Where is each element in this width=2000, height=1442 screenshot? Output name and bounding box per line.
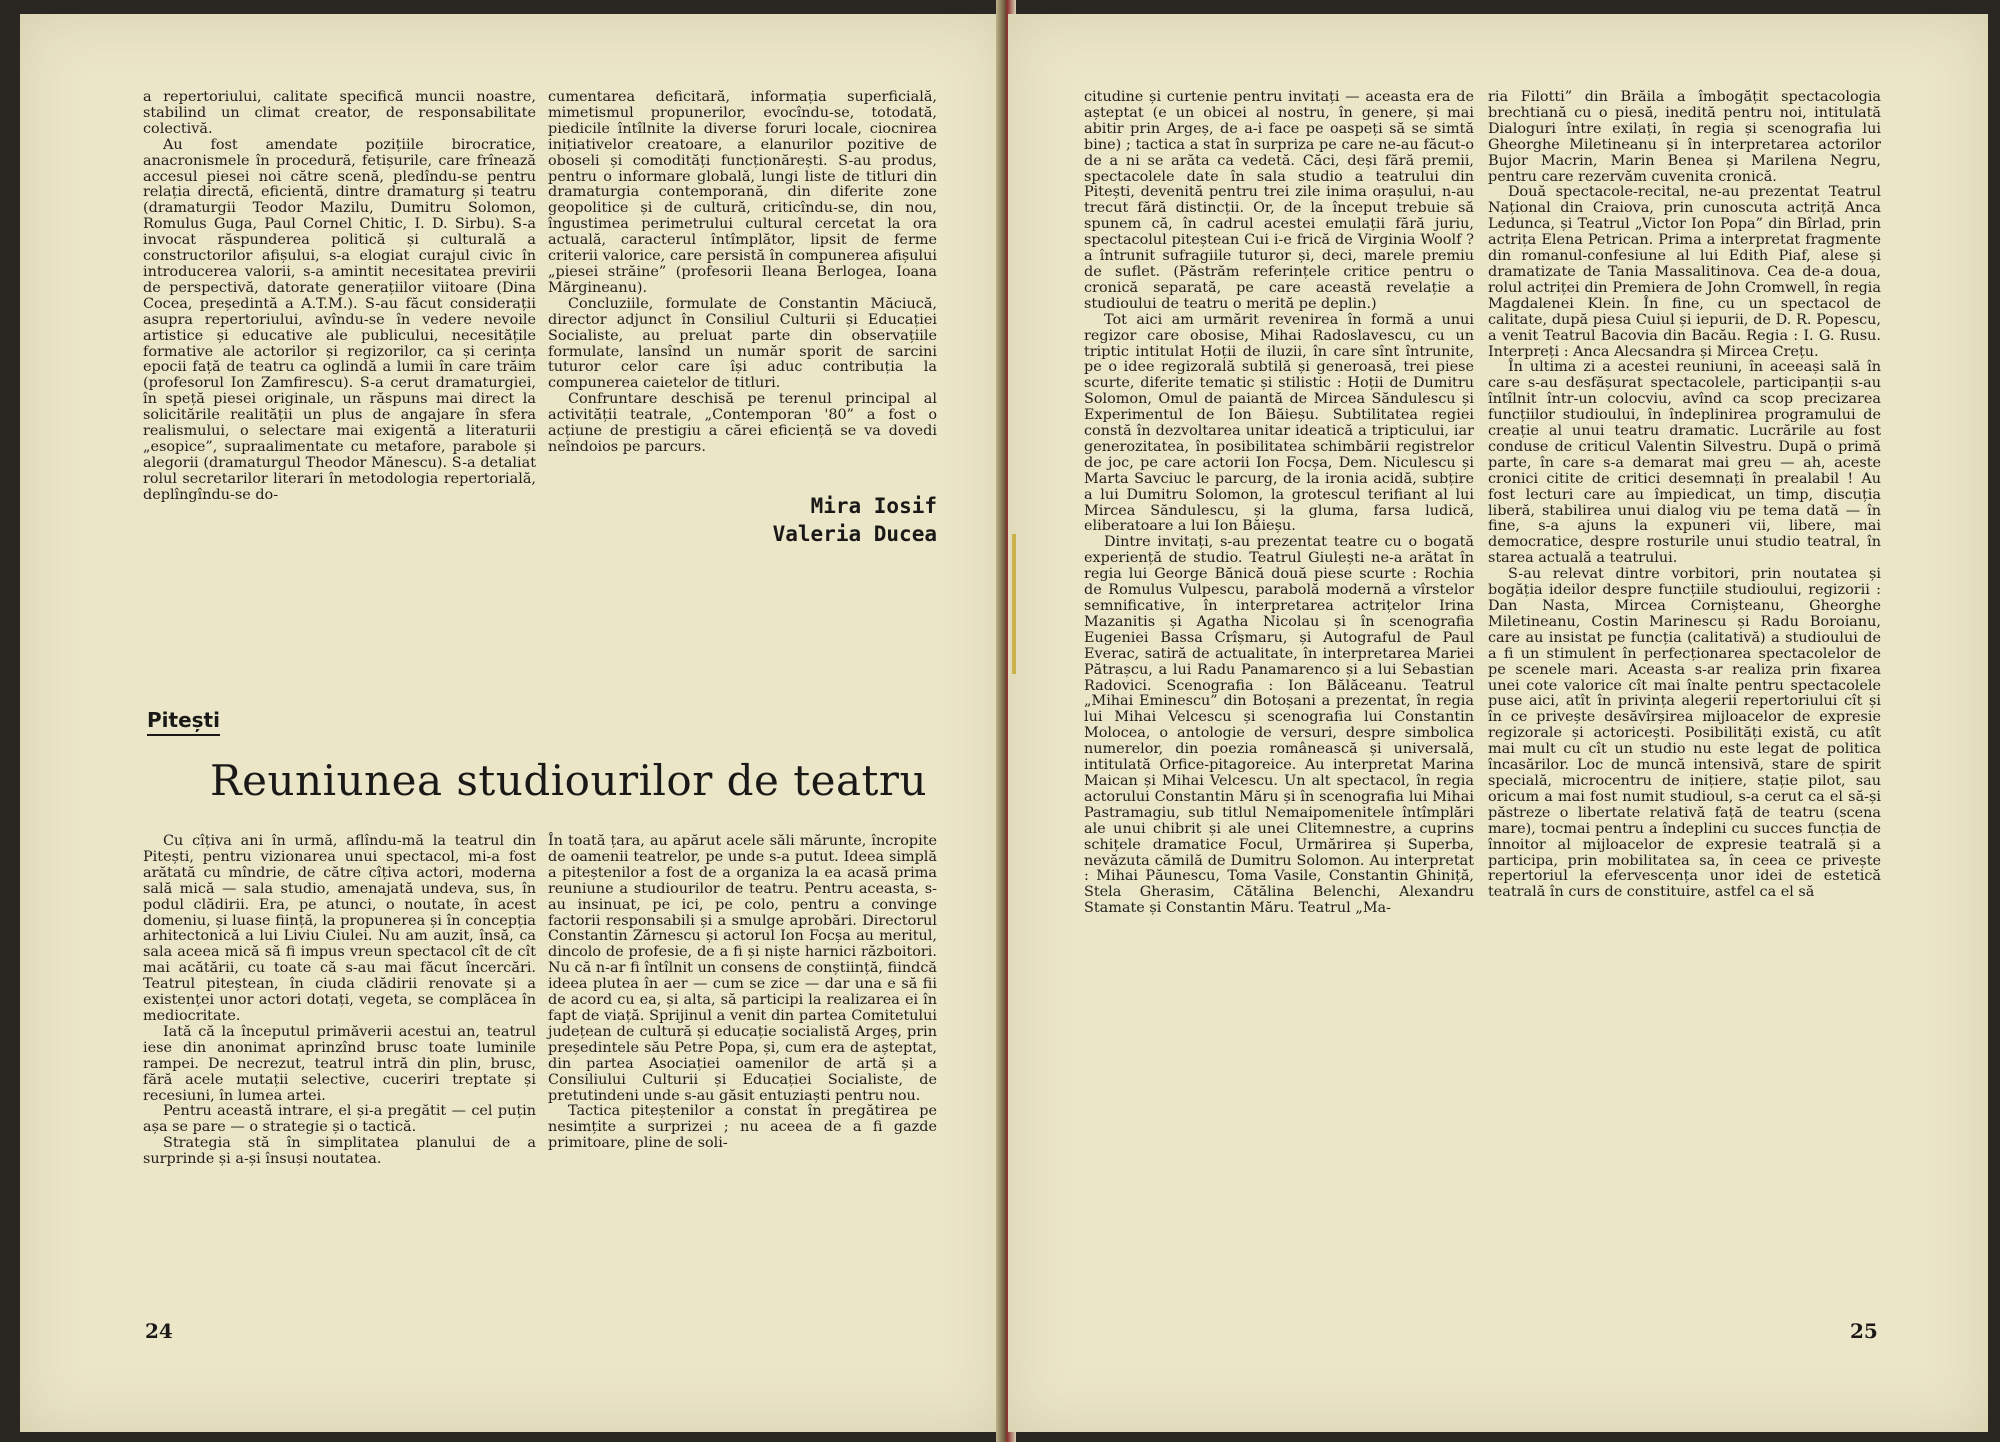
paragraph: Au fost amendate pozițiile birocratice, anacronismele în procedură, fetișurile, care frînează accesul piesei noi către scenă, pledîndu-se pentru relația directă, eficientă, dintre dramaturg și teatru (dramaturgii Teodor Mazilu, Dumitru Solomon, Romulus Guga, Paul Cornel Chitic, I. D. Sirbu). S-a invocat răspunderea politică și culturală a constructorilor afișului, s-a elogiat curajul civic în introducerea valorii, s-a amintit necesitatea previrii de perspectivă, datorate generațiilor viitoare (Dina Cocea, președintă a A.T.M.). S-au făcut considerații asupra repertoriului, avîndu-se în vedere nevoile artistice și educative ale publicului, necesitățile formative ale actorilor și regizorilor, ca și cerința epocii față de teatru ca oglindă a lumii în care trăim (profesorul Ion Zamfirescu). S-a cerut dramaturgiei, în speță piesei originale, un răspuns mai direct la solicitările realității un plus de angajare în sfera realismului, o selectare mai exigentă a literaturii „esopice”, supraalimentate cu metafore, parabole și alegorii (dramaturgul Theodor Mănescu). S-a detaliat rolul secretarilor literari în metodologia repertorială, deplîngîndu-se do-: [143, 136, 536, 503]
paragraph: Cu cîțiva ani în urmă, aflîndu-mă la teatrul din Pitești, pentru vizionarea unui spectacol, mi-a fost arătată cu mîndrie, de către cîțiva actori, moderna sală mică — sala studio, amenajată undeva, sus, în podul clădirii. Era, pe atunci, o noutate, în acest domeniu, și luase ființă, la propunerea și în concepția arhitectonică a lui Liviu Ciulei. Nu am auzit, însă, ca sala aceea mică să fi impus vreun spectacol cît de cît mai acătării, cu toate că s-au mai făcut încercări. Teatrul piteștean, în ciuda clădirii renovate și a existenței unor actori dotați, vegeta, se complăcea în mediocritate.: [143, 833, 536, 1024]
paragraph: Dintre invitați, s-au prezentat teatre cu o bogată experiență de studio. Teatrul Giulești ne-a arătat în regia lui George Bănică două piese scurte : Rochia de Romulus Vulpescu, parabolă modernă a vîrstelor semnificative, în interpretarea actrițelor Irina Mazanitis și Agatha Nicolau și în scenografia Eugeniei Bassa Crîșmaru, și Autograful de Paul Everac, satiră de actualitate, în interpretarea Mariei Pătrașcu, a lui Radu Panamarenco și a lui Sebastian Radovici. Scenografia : Ion Bălăceanu. Teatrul „Mihai Eminescu” din Botoșani a prezentat, în regia lui Mihai Velcescu și scenografia lui Constantin Molocea, o antologie de versuri, despre simbolica numerelor, din poezia românească și universală, intitulată Orfice-pitagoreice. Au interpretat Marina Maican și Mihai Velcescu. Un alt spectacol, în regia actorului Constantin Măru și în scenografia lui Mihai Pastramagiu, sub titlul Nemaipomenitele întîmplări ale unui chibrit și ale unei Clitemnestre, a cuprins schițele dramatice Focul, Urmărirea și Superba, nevăzuta cămilă de Dumitru Solomon. Au interpretat : Mihai Păunescu, Toma Vasile, Constantin Ghiniță, Stela Gherasim, Cătălina Belenchi, Alexandru Stamate și Constantin Măru. Teatrul „Ma-: [1084, 534, 1474, 917]
page-number: 24: [145, 1319, 173, 1343]
author-signature: Mira Iosif: [810, 493, 937, 518]
author-signature: Valeria Ducea: [772, 521, 937, 546]
section-label: Pitești: [147, 708, 220, 736]
right-page-column-1: [1084, 90, 1474, 917]
paragraph: În ultima zi a acestei reuniuni, în aceeași sală în care s-au desfășurat spectacolele, participanții s-au întîlnit într-un colocviu, avînd ca scop precizarea funcțiilor studioului, în îndeplinirea programului de creație al unui teatru dramatic. Lucrările au fost conduse de criticul Valentin Silvestru. După o primă parte, în care s-a demarat mai greu — ah, aceste cronici citite de critici desemnați în prealabil ! Au fost lecturi care au împiedicat, un timp, discuția liberă, stabilirea unui dialog viu pe tema dată — în fine, s-a ajuns la expuneri vii, libere, mai democratice, despre rosturile unui studio teatral, în starea actuală a teatrului.: [1488, 359, 1881, 567]
left-page-column-2-bottom: [548, 834, 937, 1152]
right-page: [1008, 14, 1988, 1432]
paragraph: citudine și curtenie pentru invitați — aceasta era de așteptat (e un obicei al nostru, în genere, și mai abitir prin Argeș, de a-i face pe oaspeți să se simtă bine) ; tactica a stat în surpriza pe care ne-au făcut-o de a ni se arăta ca vedetă. Căci, deși fără premii, spectacolele date în sala studio a teatrului din Pitești, devenită pentru trei zile inima orașului, n-au trecut fără distincții. Or, de la început trebuie să spunem că, în cadrul acestei emulații fără juriu, spectacolul piteștean Cui i-e frică de Virginia Woolf ? a întrunit sufragiile tuturor și, deci, marele premiu de suflet. (Păstrăm referințele critice pentru o cronică separată, pe care această revelație a studioului de teatru o merită pe deplin.): [1084, 89, 1474, 312]
page-edge-mark: [1012, 534, 1016, 674]
paragraph: Două spectacole-recital, ne-au prezentat Teatrul Național din Craiova, prin cunoscuta actriță Anca Ledunca, și Teatrul „Victor Ion Popa” din Bîrlad, prin actrița Elena Petrican. Prima a interpretat fragmente din romanul-confesiune al lui Edith Piaf, alese și dramatizate de Tania Massalitinova. Cea de-a doua, rolul actriței din Premiera de John Cromwell, în regia Magdalenei Klein. În fine, cu un spectacol de calitate, după piesa Cuiul și iepurii, de D. R. Popescu, a venit Teatrul Bacovia din Bacău. Regia : I. G. Rusu. Interpreți : Anca Alecsandra și Mircea Crețu.: [1488, 184, 1881, 360]
paragraph: a repertoriului, calitate specifică muncii noastre, stabilind un climat creator, de responsabilitate colectivă.: [143, 89, 536, 137]
left-page-column-1-top: [143, 90, 536, 504]
signature-block: [548, 462, 937, 552]
paragraph: În toată țara, au apărut acele săli mărunte, încropite de oamenii teatrelor, pe unde s-a putut. Ideea simplă a piteștenilor a fost de a organiza la ea acasă prima reuniune a studiourilor de teatru. Pentru aceasta, s-au insinuat, pe ici, pe colo, pentru a convinge factorii responsabili și a smulge aprobări. Directorul Constantin Zărnescu și actorul Ion Focșa au meritul, dincolo de profesie, de a fi și niște harnici războitori. Nu că n-ar fi întîlnit un consens de conștiință, fiindcă ideea plutea în aer — cum se zice — dar una e să fii de acord cu ea, și alta, să participi la realizarea ei în fapt de viață. Sprijinul a venit din partea Comitetului județean de cultură și educație socialistă Argeș, prin președintele său Petre Popa, și, cum era de așteptat, din partea Asociației oamenilor de artă și a Consiliului Culturii și Educației Socialiste, de pretutindeni unde s-au găsit entuziaști pentru nou.: [548, 833, 937, 1104]
paragraph: ria Filotti” din Brăila a îmbogățit spectacologia brechtiană cu o piesă, inedită pentru noi, intitulată Dialoguri între exilați, în regia și scenografia lui Gheorghe Miletineanu și în interpretarea actorilor Bujor Macrin, Marin Benea și Marilena Negru, pentru care rezervăm cuvenita cronică.: [1488, 89, 1881, 185]
paragraph: Tot aici am urmărit revenirea în formă a unui regizor care obosise, Mihai Radoslavescu, cu un triptic intitulat Hoții de iluzii, în care sînt întrunite, pe o idee regizorală subtilă și generoasă, trei piese scurte, diferite tematic și stilistic : Hoții de Dumitru Solomon, Omul de paiantă de Mircea Săndulescu și Experimentul de Ion Băieșu. Subtilitatea regiei constă în dezvoltarea unitar ideatică a tripticului, iar generozitatea, în posibilitatea schimbării registrelor de joc, pe care actorii Ion Focșa, Dem. Niculescu și Marta Savciuc le parcurg, de la ironia acidă, subțire a lui Dumitru Solomon, la grotescul terifiant al lui Mircea Săndulescu, și la gluma, farsa ludică, eliberatoare a lui Ion Băieșu.: [1084, 311, 1474, 535]
left-page-column-2-top: [548, 90, 937, 552]
paragraph: Tactica piteștenilor a constat în pregătirea pe nesimțite a surprizei ; nu aceea de a fi gazde primitoare, pline de soli-: [548, 1103, 937, 1152]
paragraph: S-au relevat dintre vorbitori, prin noutatea și bogăția ideilor despre funcțiile studioului, regizorii : Dan Nasta, Mircea Cornișteanu, Gheorghe Miletineanu, Costin Marinescu și Radu Boroianu, care au insistat pe funcția (calitativă) a studioului de a fi un stimulent în perfecționarea spectacolelor de pe scenele mari. Aceasta s-ar realiza prin fixarea unei cote valorice cît mai înalte pentru spectacolele puse aici, atît în privința alegerii repertoriului cît și în ce privește desăvîrșirea mijloacelor de expresie regizorale și actoricești. Posibilități există, cu atît mai mult cu cît un studio nu este legat de politica încasărilor. Loc de muncă intensivă, stare de spirit specială, microcentru de inițiere, stație pilot, sau oricum a mai fost numit studioul, s-a cerut ca el să-și păstreze o libertate relativă față de teatru (scena mare), tocmai pentru a îndeplini cu succes funcția de înnoitor al mijloacelor de expresie teatrală și a participa, prin mobilitatea sa, în ceea ce privește repertoriul la efervescența unor idei de estetică teatrală în curs de constituire, astfel ca el să: [1488, 566, 1881, 901]
paragraph: Pentru această intrare, el și-a pregătit — cel puțin așa se pare — o strategie și o tactică.: [143, 1103, 536, 1136]
page-number: 25: [1850, 1319, 1878, 1343]
paragraph: Iată că la începutul primăverii acestui an, teatrul iese din anonimat aprinzînd brusc toate luminile rampei. De necrezut, teatrul intră din plin, brusc, fără acele mutații selective, cuceriri treptate și recesiuni, în lumea artei.: [143, 1023, 536, 1104]
left-page: [20, 14, 1003, 1432]
paragraph: cumentarea deficitară, informația superficială, mimetismul propunerilor, evocîndu-se, totodată, piedicile întîlnite la diverse foruri locale, ciocnirea inițiativelor creatoare, a elanurilor pozitive de oboseli și comodități funcționărești. S-au produs, pentru o informare globală, lungi liste de titluri din dramaturgia contemporană, din diferite zone geopolitice și de cultură, criticîndu-se, din nou, îngustimea perimetrului cultural cercetat la ora actuală, caracterul întîmplător, lipsit de ferme criterii valorice, care persistă în compunerea afișului „piesei străine” (profesorii Ileana Berlogea, Ioana Mărgineanu).: [548, 89, 937, 296]
paragraph: Concluziile, formulate de Constantin Măciucă, director adjunct în Consiliul Culturii și Educației Socialiste, au preluat parte din observațiile formulate, lansînd un număr sporit de sarcini tuturor celor care își aduc contribuția la compunerea caietelor de titluri.: [548, 295, 937, 392]
left-page-column-1-bottom: [143, 834, 536, 1168]
right-page-column-2: [1488, 90, 1881, 901]
article-headline: Reuniunea studiourilor de teatru: [210, 756, 928, 805]
paragraph: Confruntare deschisă pe terenul principal al activității teatrale, „Contemporan '80” a fost o acțiune de prestigiu a cărei eficiență se va dovedi neîndoios pe parcurs.: [548, 391, 937, 455]
paragraph: Strategia stă în simplitatea planului de a surprinde și a-și însuși noutatea.: [143, 1135, 536, 1168]
